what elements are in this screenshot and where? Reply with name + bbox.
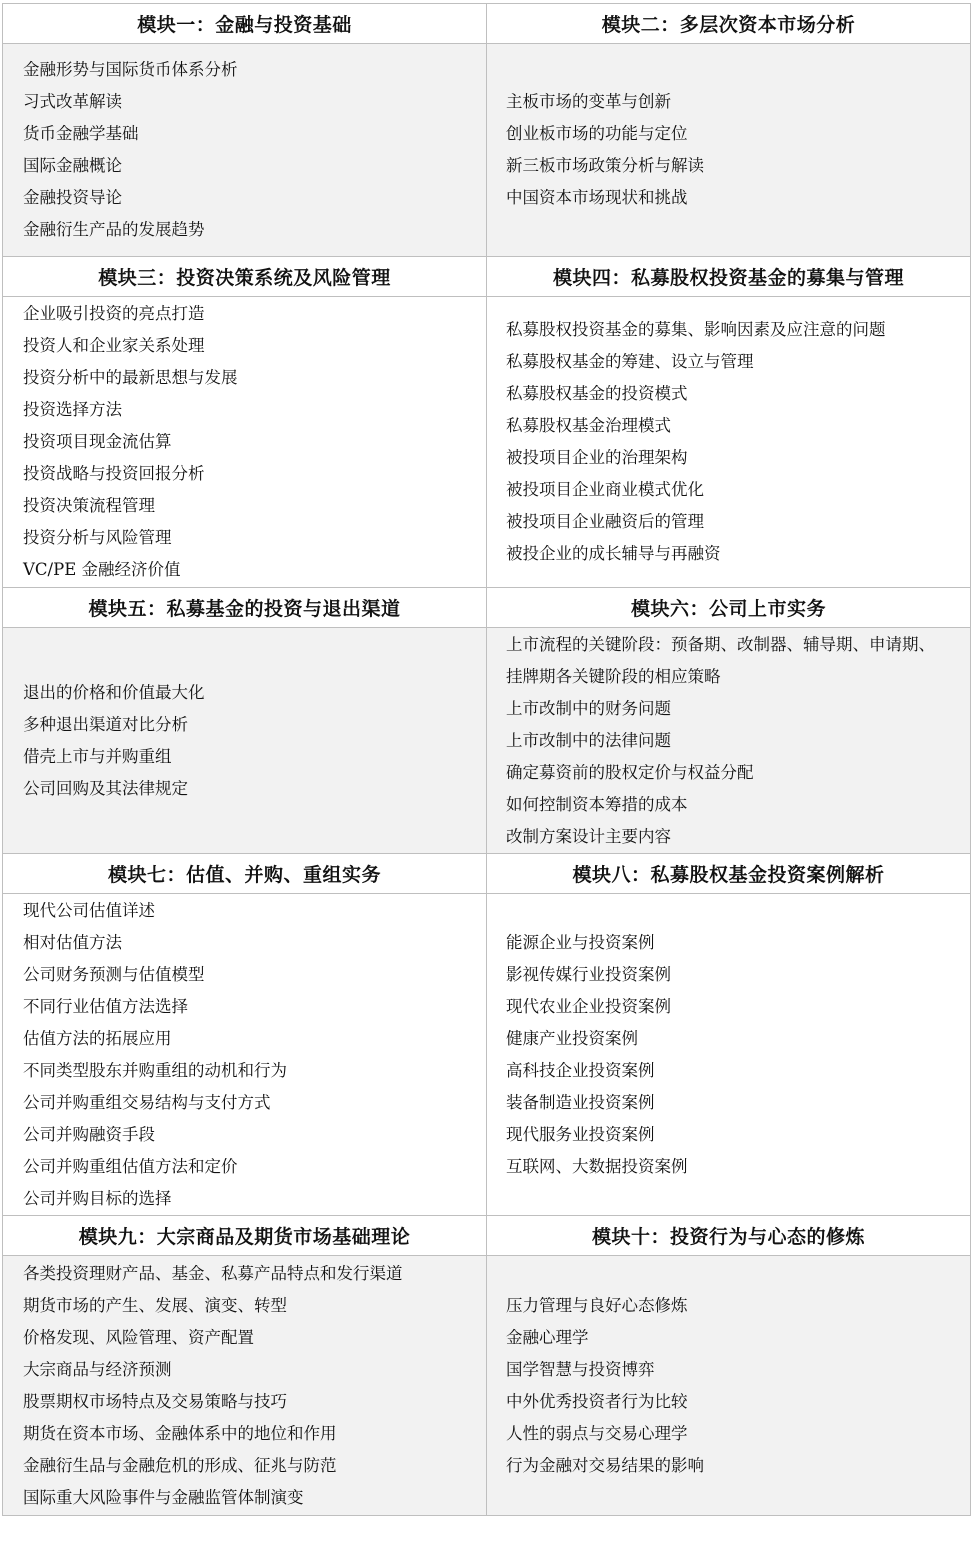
list-item: 现代服务业投资案例 (506, 1124, 655, 1144)
list-item: 投资人和企业家关系处理 (23, 336, 205, 355)
list-item: 装备制造业投资案例 (506, 1092, 655, 1112)
list-item: 上市改制中的法律问题 (506, 730, 671, 750)
list-item: 影视传媒行业投资案例 (506, 964, 671, 984)
list-item: 私募股权基金的投资模式 (506, 384, 688, 403)
list-item: 互联网、大数据投资案例 (506, 1156, 688, 1176)
list-item: 大宗商品与经济预测 (23, 1359, 172, 1379)
list-item: 现代公司估值详述 (23, 900, 155, 920)
body-row-5 (3, 1256, 971, 1516)
list-item: 行为金融对交易结果的影响 (506, 1455, 704, 1475)
module-10-items (487, 1256, 971, 1516)
list-item: 多种退出渠道对比分析 (23, 714, 188, 734)
module-3-items (3, 297, 487, 588)
list-item: 能源企业与投资案例 (506, 932, 655, 952)
list-item: 借壳上市与并购重组 (23, 746, 172, 766)
list-item: 习式改革解读 (23, 92, 122, 111)
module-9-title: 模块九：大宗商品及期货市场基础理论 (3, 1216, 487, 1256)
list-item: 退出的价格和价值最大化 (23, 682, 205, 702)
body-row-1 (3, 44, 971, 257)
module-6-items (487, 628, 971, 854)
module-7-title: 模块七：估值、并购、重组实务 (3, 854, 487, 894)
list-item: 被投项目企业商业模式优化 (506, 480, 704, 499)
list-item: 投资分析中的最新思想与发展 (23, 368, 238, 387)
module-4-title: 模块四：私募股权投资基金的募集与管理 (487, 257, 971, 297)
list-item: 上市流程的关键阶段：预备期、改制器、辅导期、申请期、 (506, 634, 935, 654)
list-item: 金融形势与国际货币体系分析 (23, 60, 238, 79)
list-item: 不同类型股东并购重组的动机和行为 (23, 1060, 287, 1080)
module-1-title: 模块一：金融与投资基础 (3, 4, 487, 44)
module-5-title: 模块五：私募基金的投资与退出渠道 (3, 588, 487, 628)
module-8-title: 模块八：私募股权基金投资案例解析 (487, 854, 971, 894)
list-item: 金融投资导论 (23, 188, 122, 207)
list-item: 货币金融学基础 (23, 124, 139, 143)
list-item: 私募股权基金治理模式 (506, 416, 671, 435)
list-item: 创业板市场的功能与定位 (506, 124, 688, 143)
list-item: 新三板市场政策分析与解读 (506, 156, 704, 175)
module-2-items (487, 44, 971, 257)
list-item: 投资项目现金流估算 (23, 432, 172, 451)
course-module-table (2, 3, 971, 1516)
module-5-items (3, 628, 487, 854)
list-item: 投资分析与风险管理 (23, 528, 172, 547)
list-item: 公司并购融资手段 (23, 1124, 155, 1144)
body-row-4 (3, 894, 971, 1216)
module-3-title: 模块三：投资决策系统及风险管理 (3, 257, 487, 297)
list-item: 公司并购重组交易结构与支付方式 (23, 1092, 271, 1112)
list-item: 国际金融概论 (23, 156, 122, 175)
list-item: 投资决策流程管理 (23, 496, 155, 515)
list-item: 被投项目企业的治理架构 (506, 448, 688, 467)
list-item: 公司回购及其法律规定 (23, 778, 188, 798)
module-7-items (3, 894, 487, 1216)
header-row-4 (3, 854, 971, 894)
list-item: 金融衍生品与金融危机的形成、征兆与防范 (23, 1455, 337, 1475)
list-item: 中外优秀投资者行为比较 (506, 1391, 688, 1411)
module-10-title: 模块十：投资行为与心态的修炼 (487, 1216, 971, 1256)
list-item: 人性的弱点与交易心理学 (506, 1423, 688, 1443)
list-item: 相对估值方法 (23, 932, 122, 952)
header-row-2 (3, 257, 971, 297)
module-8-items (487, 894, 971, 1216)
list-item: 主板市场的变革与创新 (506, 92, 671, 111)
list-item: 金融衍生产品的发展趋势 (23, 220, 205, 239)
module-9-items (3, 1256, 487, 1516)
list-item: 被投企业的成长辅导与再融资 (506, 544, 721, 563)
list-item: 私募股权投资基金的募集、影响因素及应注意的问题 (506, 320, 886, 339)
list-item: 公司并购目标的选择 (23, 1188, 172, 1208)
module-2-title: 模块二：多层次资本市场分析 (487, 4, 971, 44)
body-row-3 (3, 628, 971, 854)
module-4-items (487, 297, 971, 588)
module-6-title: 模块六：公司上市实务 (487, 588, 971, 628)
list-item: 私募股权基金的筹建、设立与管理 (506, 352, 754, 371)
list-item: 上市改制中的财务问题 (506, 698, 671, 718)
list-item: 投资选择方法 (23, 400, 122, 419)
list-item: 高科技企业投资案例 (506, 1060, 655, 1080)
list-item: 价格发现、风险管理、资产配置 (23, 1327, 254, 1347)
list-item: 各类投资理财产品、基金、私募产品特点和发行渠道 (23, 1263, 403, 1283)
header-row-1 (3, 4, 971, 44)
module-1-items (3, 44, 487, 257)
list-item: 期货在资本市场、金融体系中的地位和作用 (23, 1423, 337, 1443)
header-row-3 (3, 588, 971, 628)
list-item: 期货市场的产生、发展、演变、转型 (23, 1295, 287, 1315)
list-item: 投资战略与投资回报分析 (23, 464, 205, 483)
list-item: 估值方法的拓展应用 (23, 1028, 172, 1048)
list-item: 股票期权市场特点及交易策略与技巧 (23, 1391, 287, 1411)
list-item: 健康产业投资案例 (506, 1028, 638, 1048)
list-item: 公司财务预测与估值模型 (23, 964, 205, 984)
list-item: 改制方案设计主要内容 (506, 826, 671, 846)
list-item: 国际重大风险事件与金融监管体制演变 (23, 1487, 304, 1507)
list-item: 不同行业估值方法选择 (23, 996, 188, 1016)
list-item: 公司并购重组估值方法和定价 (23, 1156, 238, 1176)
list-item: 中国资本市场现状和挑战 (506, 188, 688, 207)
list-item: 金融心理学 (506, 1327, 589, 1347)
list-item: 挂牌期各关键阶段的相应策略 (506, 666, 721, 686)
list-item: 企业吸引投资的亮点打造 (23, 304, 205, 323)
list-item: 被投项目企业融资后的管理 (506, 512, 704, 531)
list-item: 国学智慧与投资博弈 (506, 1359, 655, 1379)
list-item: 如何控制资本筹措的成本 (506, 794, 688, 814)
list-item: 压力管理与良好心态修炼 (506, 1295, 688, 1315)
list-item: 现代农业企业投资案例 (506, 996, 671, 1016)
header-row-5 (3, 1216, 971, 1256)
body-row-2 (3, 297, 971, 588)
list-item: 确定募资前的股权定价与权益分配 (506, 762, 754, 782)
list-item: VC/PE 金融经济价值 (23, 560, 181, 579)
